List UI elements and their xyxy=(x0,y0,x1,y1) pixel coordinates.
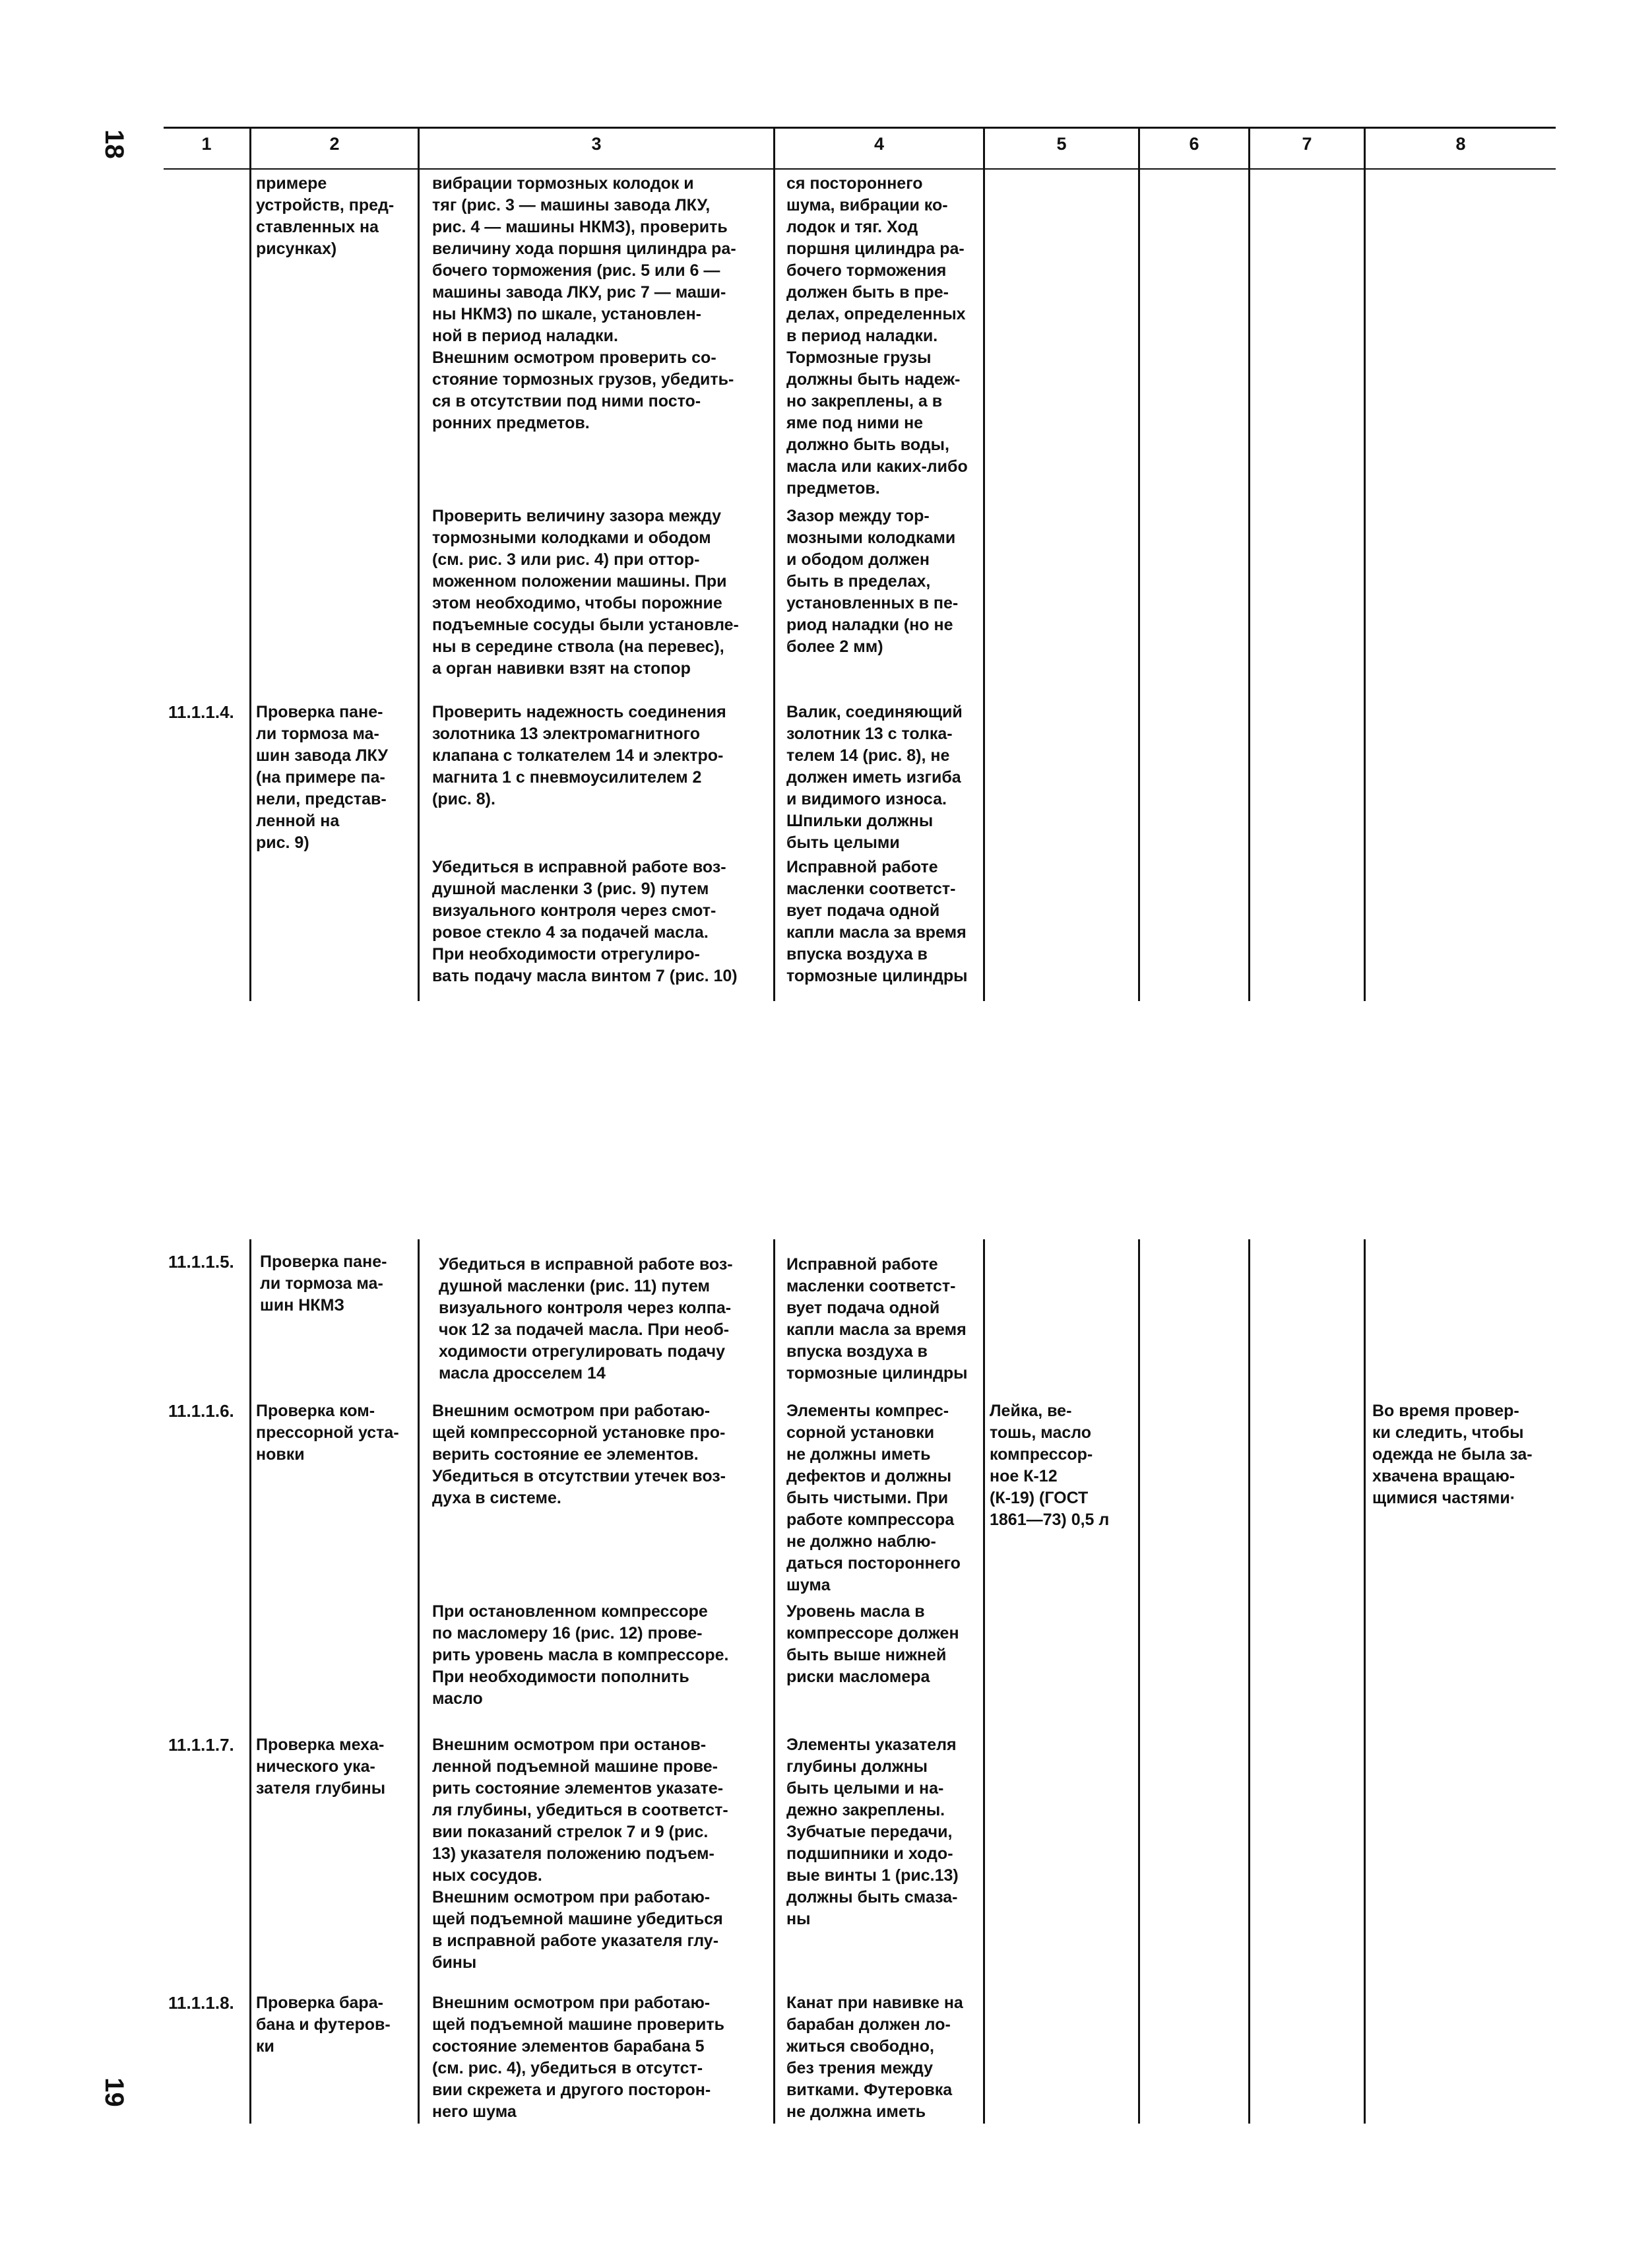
row-number: 11.1.1.5. xyxy=(168,1252,234,1272)
table-cell-method: Внешним осмотром при работаю- щей компрессорной установке про- верить состояние ее элементов. Убедиться в отсутствии утечек воз- духа в системе. xyxy=(432,1402,726,1507)
table-cell-tools: Лейка, ве- тошь, масло компрессор- ное К-12 (К-19) (ГОСТ 1861—73) 0,5 л xyxy=(990,1402,1110,1529)
table-cell-requirement: Исправной работе масленки соответст- вует подача одной капли масла за время впуска воздуха в тормозные цилиндры xyxy=(786,1255,968,1383)
table-cell-name: Проверка пане- ли тормоза ма- шин завода ЛКУ (на примере па- нели, представ- ленной на рис. 9) xyxy=(256,703,388,852)
column-divider xyxy=(1138,127,1140,1001)
column-divider xyxy=(1364,127,1366,1001)
column-divider xyxy=(1138,1239,1140,2124)
column-divider xyxy=(418,1239,420,2124)
column-divider xyxy=(249,1239,251,2124)
table-cell-requirement: ся постороннего шума, вибрации ко- лодок и тяг. Ход поршня цилиндра ра- бочего торможения должен быть в пре- делах, определенных в период наладки. Тормозные грузы должны быть надеж- но закреплены, а в яме под ними не должно быть воды, масла или каких-либо предметов. xyxy=(786,174,968,498)
column-divider xyxy=(1248,1239,1250,2124)
column-divider xyxy=(773,127,775,1001)
table-cell-method: Проверить величину зазора между тормозными колодками и ободом (см. рис. 3 или рис. 4) при оттор- моженном положении машины. При этом необходимо, чтобы порожние подъемные сосуды были установле- ны в середине ствола (на перевес), а орган навивки взят на стопор xyxy=(432,507,739,678)
page-number-bottom: 19 xyxy=(99,2077,129,2107)
table-cell-requirement: Элементы указателя глубины должны быть целыми и на- дежно закреплены. Зубчатые передачи, подшипники и ходо- вые винты 1 (рис.13) должны быть смаза- ны xyxy=(786,1736,959,1928)
table-cell-name: примере устройств, пред- ставленных на рисунках) xyxy=(256,174,395,258)
column-divider xyxy=(1248,127,1250,1001)
table-top-rule xyxy=(164,127,1556,129)
row-number: 11.1.1.7. xyxy=(168,1735,234,1755)
column-header-4: 4 xyxy=(874,134,885,154)
table-cell-name: Проверка ком- прессорной уста- новки xyxy=(256,1402,399,1464)
table-cell-method: При остановленном компрессоре по масломеру 16 (рис. 12) прове- рить уровень масла в компрессоре. При необходимости пополнить масло xyxy=(432,1602,729,1708)
column-header-2: 2 xyxy=(329,134,340,154)
table-cell-requirement: Уровень масла в компрессоре должен быть выше нижней риски масломера xyxy=(786,1602,959,1686)
column-header-5: 5 xyxy=(1056,134,1067,154)
table-cell-requirement: Зазор между тор- мозными колодками и ободом должен быть в пределах, установленных в пе- риод наладки (но не более 2 мм) xyxy=(786,507,959,656)
column-divider xyxy=(418,127,420,1001)
column-header-8: 8 xyxy=(1455,134,1466,154)
row-number: 11.1.1.6. xyxy=(168,1401,234,1421)
column-divider xyxy=(1364,1239,1366,2124)
column-header-7: 7 xyxy=(1302,134,1312,154)
table-cell-method: вибрации тормозных колодок и тяг (рис. 3 — машины завода ЛКУ, рис. 4 — машины НКМЗ), проверить величину хода поршня цилиндра ра- бочего торможения (рис. 5 или 6 — машины завода ЛКУ, рис 7 — маши- ны НКМЗ) по шкале, установлен- ной в период наладки. Внешним осмотром проверить со- стояние тормозных грузов, убедить- ся в отсутствии под ними посто- ронних предметов. xyxy=(432,174,736,432)
column-header-1: 1 xyxy=(201,134,212,154)
table-header-rule xyxy=(164,168,1556,170)
table-cell-method: Убедиться в исправной работе воз- душной масленки (рис. 11) путем визуального контроля через колпа- чок 12 за подачей масла. При необ- ходимости отрегулировать подачу масла дросселем 14 xyxy=(439,1255,733,1383)
column-header-6: 6 xyxy=(1189,134,1199,154)
table-cell-requirement: Исправной работе масленки соответст- вует подача одной капли масла за время впуска воздуха в тормозные цилиндры xyxy=(786,858,968,985)
page-number-top: 18 xyxy=(99,129,129,159)
table-cell-requirement: Канат при навивке на барабан должен ло- житься свободно, без трения между витками. Футеровка не должна иметь xyxy=(786,1994,963,2121)
row-number: 11.1.1.8. xyxy=(168,1993,234,2013)
table-cell-method: Убедиться в исправной работе воз- душной масленки 3 (рис. 9) путем визуального контроля через смот- ровое стекло 4 за подачей масла. При необходимости отрегулиро- вать подачу масла винтом 7 (рис. 10) xyxy=(432,858,738,985)
table-cell-name: Проверка меха- нического ука- зателя глубины xyxy=(256,1736,386,1798)
table-cell-notes: Во время провер- ки следить, чтобы одежда не была за- хвачена вращаю- щимися частями· xyxy=(1372,1402,1533,1507)
column-divider xyxy=(773,1239,775,2124)
table-cell-name: Проверка пане- ли тормоза ма- шин НКМЗ xyxy=(260,1253,387,1315)
table-cell-method: Внешним осмотром при останов- ленной подъемной машине прове- рить состояние элементов указате- ля глубины, убедиться в соответст- вии показаний стрелок 7 и 9 (рис. 13) указателя положению подъем- ных сосудов. Внешним осмотром при работаю- щей подъемной машине убедиться в исправной работе указателя глу- бины xyxy=(432,1736,728,1972)
row-number: 11.1.1.4. xyxy=(168,702,234,722)
column-divider xyxy=(249,127,251,1001)
table-cell-method: Внешним осмотром при работаю- щей подъемной машине проверить состояние элементов барабана 5 (см. рис. 4), убедиться в отсутст- вии скрежета и другого посторон- него шума xyxy=(432,1994,724,2121)
column-header-3: 3 xyxy=(591,134,602,154)
table-cell-requirement: Элементы компрес- сорной установки не должны иметь дефектов и должны быть чистыми. При работе компрессора не должно наблю- даться постороннего шума xyxy=(786,1402,961,1594)
table-cell-requirement: Валик, соединяющий золотник 13 с толка- телем 14 (рис. 8), не должен иметь изгиба и видимого износа. Шпильки должны быть целыми xyxy=(786,703,963,852)
table-cell-method: Проверить надежность соединения золотника 13 электромагнитного клапана с толкателем 14 и электро- магнита 1 с пневмоусилителем 2 (рис. 8). xyxy=(432,703,726,808)
table-cell-name: Проверка бара- бана и футеров- ки xyxy=(256,1994,391,2056)
